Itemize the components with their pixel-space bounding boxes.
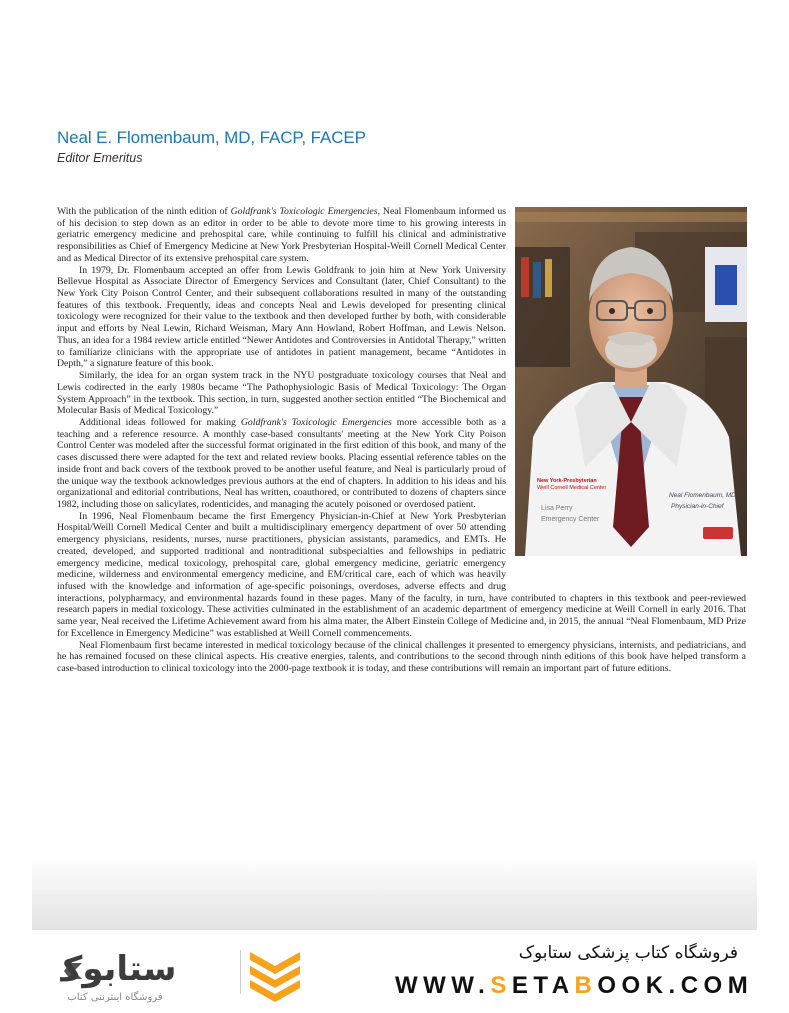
paragraph-2: In 1979, Dr. Flomenbaum accepted an offer from Lewis Goldfrank to join him at New York University Bellevue Hospital as Associate Director of Emergency Services and Consultant (later, Chief Consultant) to the New York City Poison Control Center, and their subsequent collaborations resulted in many of the outstanding features of this textbook. Frequently, ideas and concepts Neal and Lewis developed for presenting clinical toxicology were recognized for their value to the textbook and then developed further by both, with considerable input and efforts by Neal Lewin, Richard Weisman, Mary Ann Howland, Robert Hoffman, and Lewis Nelson. Thus, an idea for a 1984 review article entitled “Newer Antidotes and Controversies in Antidotal Therapy,” written to familiarize clinicians with the appropriate use of antidotes in patient management, became “Antidotes in Depth,” a signature feature of this book.: [57, 264, 506, 370]
biography-text: [57, 206, 746, 675]
paragraph-4-text-a: Additional ideas followed for making: [79, 416, 241, 428]
url-part: ETA: [511, 972, 575, 999]
paragraph-4-text-b: more accessible both as a teaching and a reference resource. A monthly case-based consultants' meeting at the New York City Poison Control Center was modeled after the successful format originated in the first edition of this book, and many of the cases discussed there were adapted for the text and related review books. Placing essential reference tables on the inside front and back covers of the textbook proved to be another useful feature, and Neal is particularly proud of the unique way the textbook acknowledges previous authors at the end of chapters. In addition to his ideas and his organizational and editorial contributions, Neal has written, coauthored, or contributed to dozens of chapters since 1982, including those on salicylates, rodenticides, and managing the acutely poisoned or overdosed patient.: [57, 416, 506, 510]
paragraph-1-text-b: , Neal Flomenbaum informed us of his decision to step down as an editor in order to be able to devote more time to his growing interests in geriatric emergency medicine and prehospital care, while continuing to fulfill his clinical and administrative responsibilities as Chief of Emergency Medicine at New York Presbyterian Hospital-Weill Cornell Medical Center and as Medical Director of its extensive prehospital care system.: [57, 206, 506, 264]
store-name: فروشگاه کتاب پزشکی ستابوک: [518, 943, 738, 963]
badge-line-2: Weill Cornell Medical Center: [537, 485, 607, 491]
footer-shade: [32, 858, 757, 930]
book-title: Goldfrank's Toxicologic Emergencies: [230, 206, 378, 217]
book-title: Goldfrank's Toxicologic Emergencies: [240, 416, 392, 428]
badge-line-3: Lisa Perry: [541, 505, 573, 512]
author-role: Editor Emeritus: [57, 151, 143, 165]
store-url[interactable]: [395, 972, 754, 1000]
logo-mark: [60, 938, 310, 1008]
photo-wrap-space: [506, 206, 746, 583]
coat-name: Neal Flomenbaum, MD: [669, 492, 736, 499]
badge-line-1: New York-Presbyterian: [537, 478, 597, 484]
coat-title: Physician-in-Chief: [671, 503, 724, 510]
paragraph-5: In 1996, Neal Flomenbaum became the first Emergency Physician-in-Chief at New York Presbyterian Hospital/Weill Cornell Medical Center and built a multidisciplinary emergency department of over 50 attending emergency physicians, residents, nurses, nurse practitioners, physician assistants, paramedics, and EMTs. He created, developed, and supported traditional and nontraditional subspecialties and fellowships in pediatric emergency medicine, medical toxicology, prehospital care, global emergency medicine, geriatric emergency medicine, wilderness and environmental emergency medicine, and EM/critical care, each of which was heavily infused with the knowledge and information of age-specific poisonings, overdoses, adverse effects and drug interactions, polypharmacy, and environmental hazards found in these pages. Many of the faculty, in turn, have contributed to chapters in this textbook and peer-reviewed research papers in medial toxicology. These activities culminated in the establishment of an academic department of emergency medicine at Weill Cornell in early 2016. That same year, Neal received the Lifetime Achievement award from his alma mater, the Albert Einstein College of Medicine and, in 2015, the annual “Neal Flomenbaum, MD Prize for Excellence in Emergency Medicine” was established at Weill Cornell commencements.: [57, 510, 746, 639]
paragraph-6: Neal Flomenbaum first became interested in medical toxicology because of the clinical challenges it presented to emergency physicians, internists, and pediatricians, and he has remained focused on these clinical aspects. His creative energies, talents, and contributions to the second through ninth editions of this book have helped transform a case-based introduction to clinical toxicology into the 2000-page textbook it is today, and these contributions will remain an important part of future editions.: [57, 639, 746, 675]
url-part: WWW.: [395, 972, 491, 999]
footer-divider: [240, 950, 241, 994]
paragraph-1-text-a: With the publication of the ninth edition of: [57, 206, 231, 217]
badge-line-4: Emergency Center: [541, 516, 600, 523]
author-name: Neal E. Flomenbaum, MD, FACP, FACEP: [57, 128, 366, 147]
setabook-logo: [60, 938, 310, 1008]
logo-tagline: فروشگاه اینترنتی کتاب: [67, 992, 163, 1003]
chevron-stack-icon: [250, 952, 300, 1002]
url-accent: B: [574, 972, 598, 999]
url-accent: S: [490, 972, 512, 999]
paragraph-3: Similarly, the idea for an organ system track in the NYU postgraduate toxicology courses that Neal and Lewis codirected in the early 1980s became “The Pathophysiologic Basis of Medical Toxicology: The Organ System Approach” in the textbook. This section, in turn, suggested another section entitled “The Biochemical and Molecular Basis of Medical Toxicology.”: [57, 370, 506, 417]
url-part: OOK.COM: [597, 972, 754, 999]
logo-word: ستابوک: [60, 949, 177, 989]
